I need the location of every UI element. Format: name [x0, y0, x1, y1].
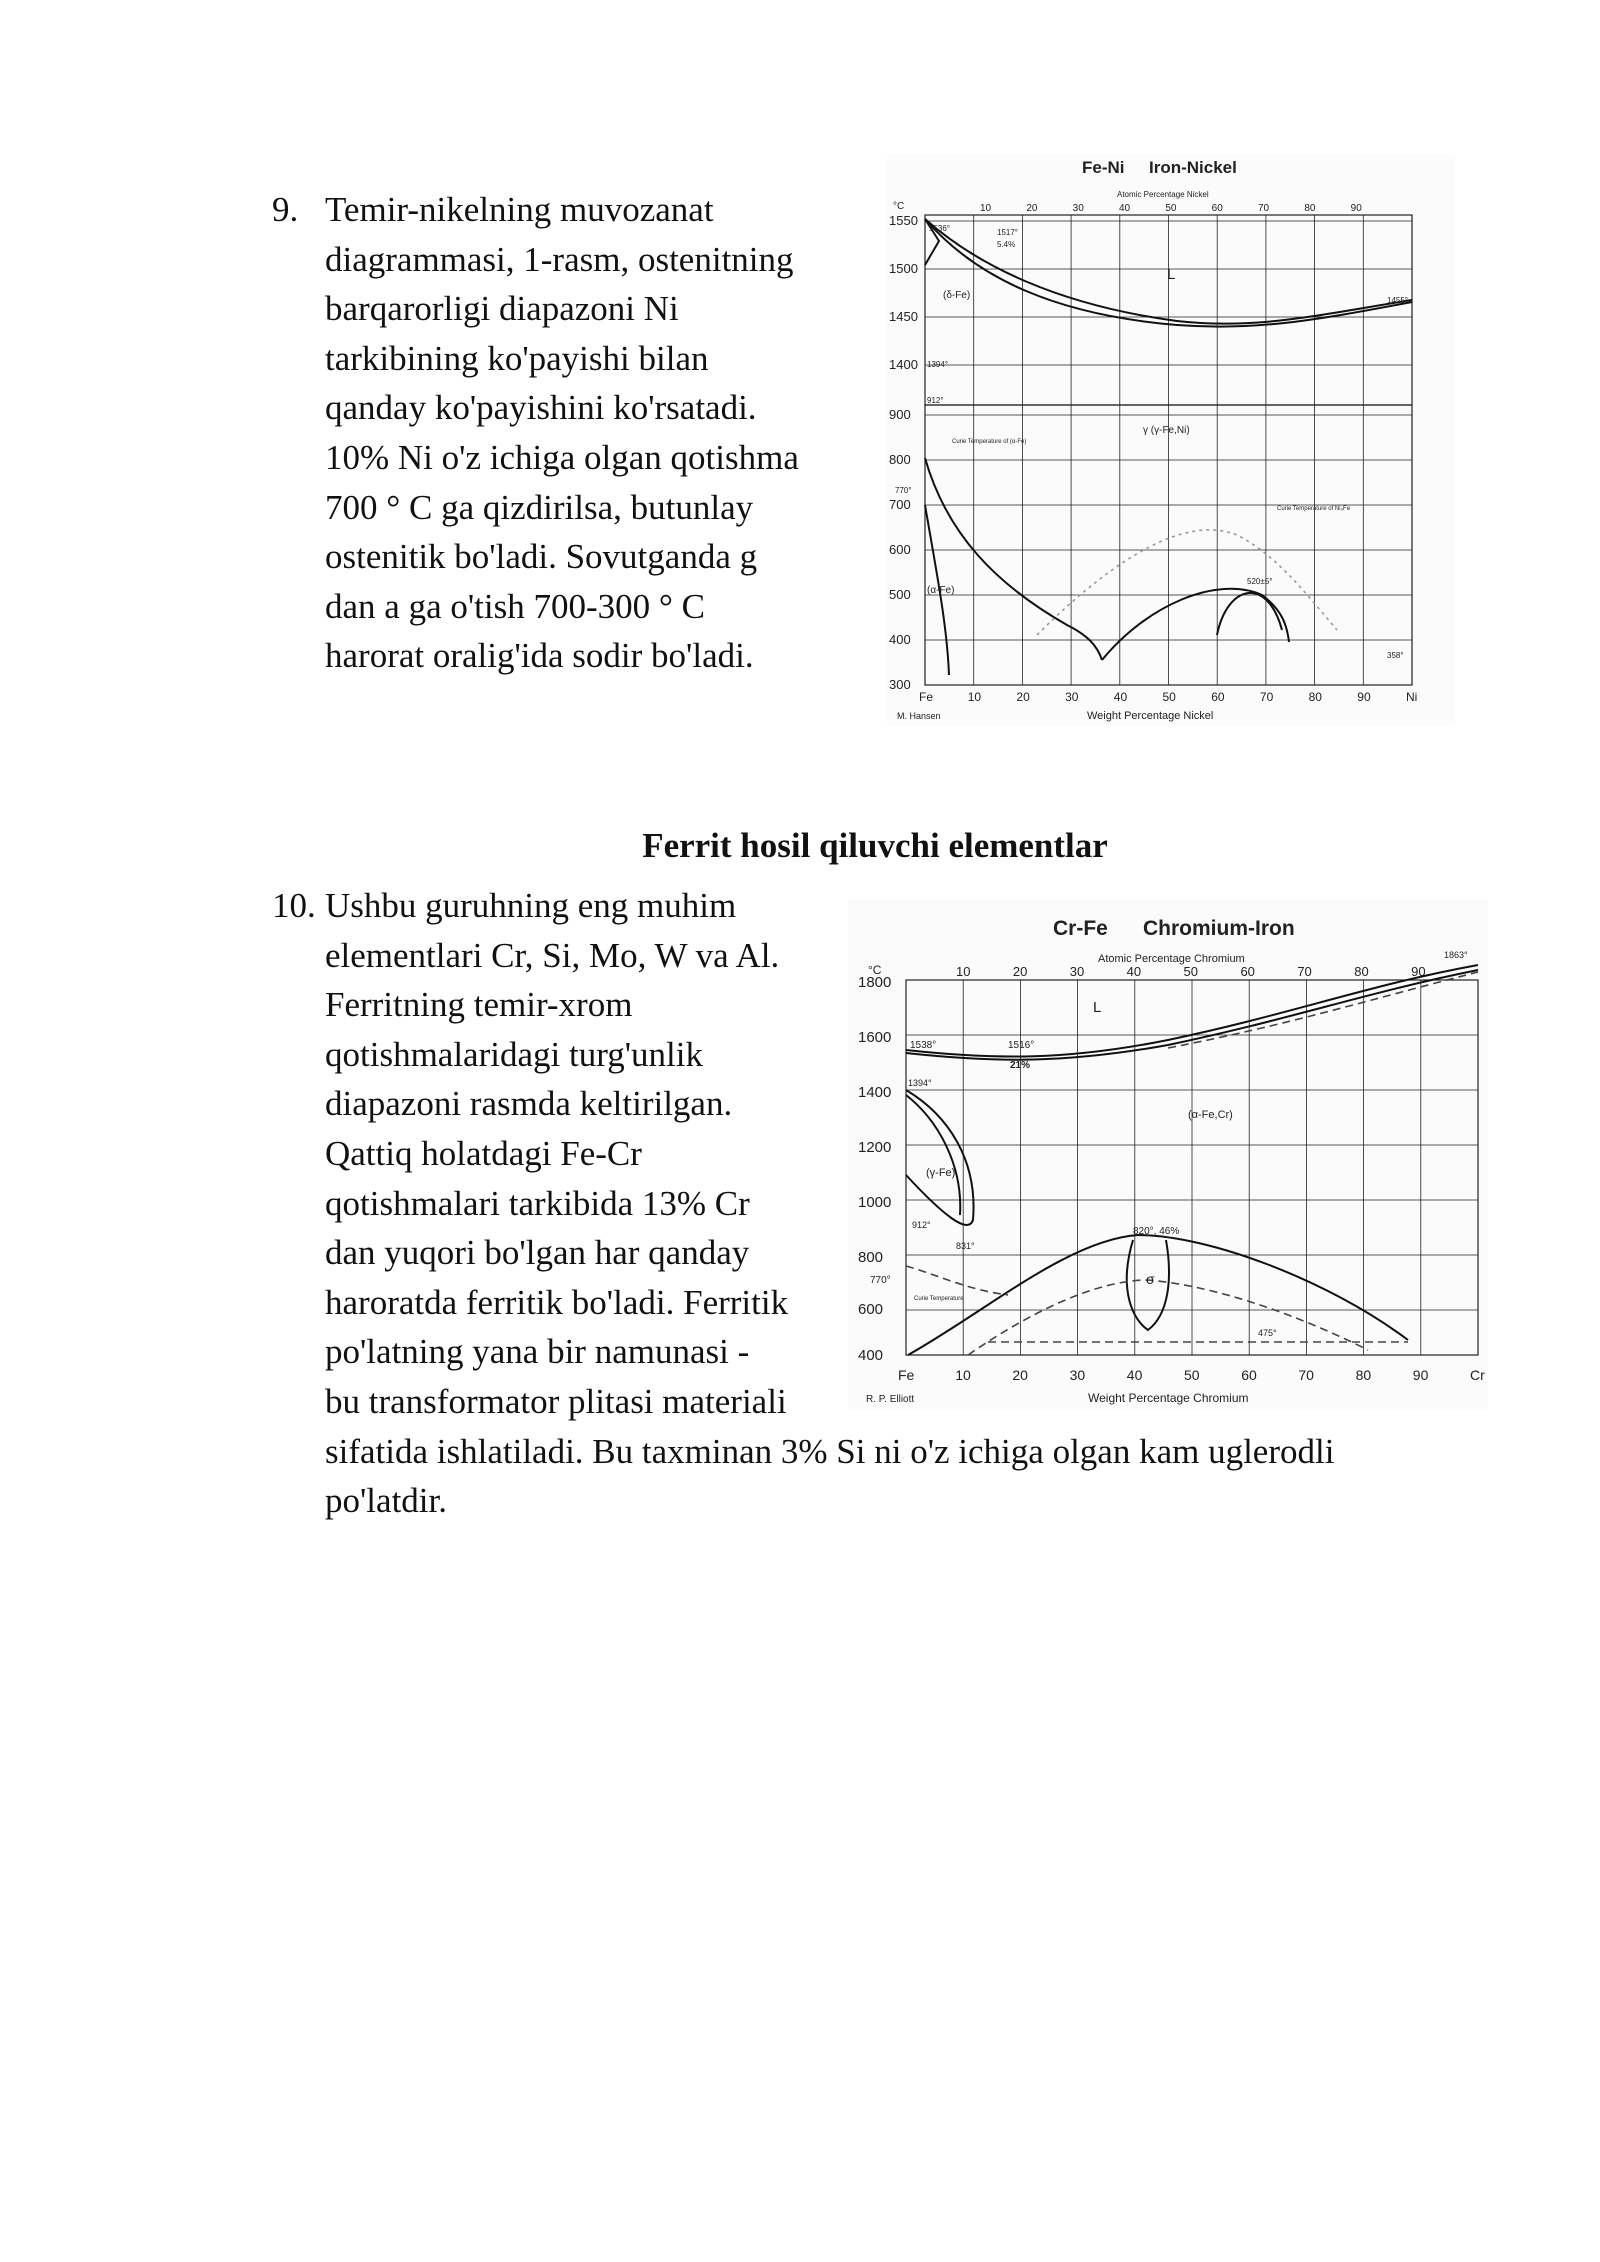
item-10-line: elementlari Cr, Si, Mo, W va Al. — [325, 935, 780, 975]
cr-fe-x-tick: 90 — [1412, 1367, 1429, 1383]
fe-ni-top-tick: 60 — [1211, 203, 1223, 214]
cr-fe-x-tick: 40 — [1126, 1367, 1143, 1383]
fe-ni-label-gamma: γ (γ-Fe,Ni) — [1143, 425, 1190, 436]
fe-ni-x-tick: 10 — [967, 690, 982, 704]
item-10-line: haroratda ferritik bo'ladi. Ferritik — [325, 1282, 789, 1322]
cr-fe-label-912: 912° — [912, 1220, 931, 1230]
item-9-line: 700 ° C ga qizdirilsa, butunlay — [325, 487, 754, 527]
cr-fe-y-tick: 770° — [870, 1275, 891, 1286]
item-10-line: Ushbu guruhning eng muhim — [325, 886, 737, 925]
cr-fe-label-sigma: σ — [1146, 1271, 1155, 1287]
cr-fe-y-tick: 1000 — [858, 1194, 892, 1211]
fe-ni-x-tick: 50 — [1162, 690, 1176, 704]
fe-ni-x-label: Weight Percentage Nickel — [1087, 710, 1214, 722]
fe-ni-top-tick: 70 — [1258, 203, 1270, 214]
cr-fe-label-mag: Curie Temperature — [914, 1296, 964, 1302]
cr-fe-label-1394: 1394° — [908, 1078, 932, 1088]
fe-ni-y-tick: 1500 — [889, 261, 918, 276]
cr-fe-label-1863: 1863° — [1444, 950, 1468, 960]
fe-ni-x-tick: 40 — [1113, 690, 1128, 704]
cr-fe-top-tick: 40 — [1126, 964, 1142, 979]
fe-ni-y-tick: 1400 — [889, 357, 918, 372]
fe-ni-label-1517: 1517° — [997, 228, 1018, 237]
fe-ni-phase-diagram — [887, 155, 1455, 725]
item-9-line: 10% Ni o'z ichiga olgan qotishma — [325, 437, 799, 477]
item-9-line: barqarorligi diapazoni Ni — [325, 289, 679, 329]
item-10-line: qotishmalari tarkibida 13% Cr — [325, 1183, 750, 1223]
fe-ni-x-tick: 70 — [1259, 690, 1274, 704]
fe-ni-y-tick: 500 — [889, 587, 911, 602]
cr-fe-y-tick: 1800 — [858, 974, 892, 991]
fe-ni-y-tick: 300 — [889, 677, 911, 692]
fe-ni-top-tick: 90 — [1350, 203, 1362, 214]
cr-fe-x-tick: Cr — [1470, 1367, 1485, 1383]
fe-ni-y-tick: 900 — [889, 407, 911, 422]
fe-ni-label-1394: 1394° — [927, 360, 948, 369]
fe-ni-y-tick: 1550 — [889, 213, 918, 228]
cr-fe-top-tick: 70 — [1297, 964, 1312, 979]
fe-ni-label-1536: 1536° — [929, 224, 950, 233]
cr-fe-top-tick: 20 — [1012, 964, 1028, 979]
cr-fe-top-axis-label: Atomic Percentage Chromium — [1098, 953, 1245, 965]
fe-ni-label-912: 912° — [927, 396, 944, 405]
fe-ni-label-alpha: (α-Fe) — [927, 585, 955, 596]
cr-fe-solidus-dashed — [1168, 972, 1478, 1048]
cr-fe-x-tick: 60 — [1241, 1367, 1257, 1383]
cr-fe-phase-diagram — [848, 900, 1488, 1410]
fe-ni-label-curie1: Curie Temperature of (α-Fe) — [952, 439, 1027, 445]
cr-fe-curie-line — [906, 1266, 1008, 1295]
cr-fe-y-tick: 1600 — [858, 1029, 892, 1046]
fe-ni-x-tick: 90 — [1357, 690, 1371, 704]
cr-fe-x-tick: 30 — [1069, 1367, 1086, 1383]
fe-ni-gamma-left — [925, 458, 1102, 660]
fe-ni-x-tick: Ni — [1406, 690, 1418, 704]
fe-ni-label-1455: 1455° — [1387, 296, 1408, 305]
cr-fe-top-tick: 30 — [1069, 964, 1085, 979]
fe-ni-title-left: Fe-Ni — [1082, 158, 1125, 177]
cr-fe-label-831: 831° — [956, 1241, 975, 1251]
fe-ni-x-tick: 30 — [1065, 690, 1079, 704]
cr-fe-top-tick: 10 — [956, 964, 971, 979]
cr-fe-y-tick: 1400 — [858, 1084, 892, 1101]
cr-fe-top-tick: 50 — [1183, 964, 1199, 979]
item-10-line: bu transformator plitasi materiali — [325, 1381, 787, 1421]
cr-fe-y-tick: 400 — [858, 1347, 884, 1364]
item-9-line: qanday ko'payishini ko'rsatadi. — [325, 388, 757, 428]
cr-fe-gamma-loop-inner — [906, 1095, 960, 1215]
fe-ni-x-tick: 80 — [1308, 690, 1322, 704]
item-9-line: ostenitik bo'ladi. Sovutganda g — [325, 537, 758, 577]
fe-ni-top-axis-label: Atomic Percentage Nickel — [1117, 190, 1209, 199]
cr-fe-x-tick: 50 — [1184, 1367, 1200, 1383]
fe-ni-unit: °C — [893, 201, 905, 212]
item-10-line: po'latning yana bir namunasi - — [325, 1332, 750, 1372]
cr-fe-title-left: Cr-Fe — [1053, 917, 1108, 940]
cr-fe-sigma-dome — [908, 1235, 1408, 1355]
cr-fe-x-tick: 20 — [1012, 1367, 1028, 1383]
fe-ni-curie-line — [1037, 530, 1337, 635]
item-9-line: tarkibining ko'payishi bilan — [325, 338, 709, 378]
cr-fe-x-label: Weight Percentage Chromium — [1088, 1391, 1249, 1405]
item-9-line: dan a ga o'tish 700-300 ° C — [325, 586, 705, 626]
fe-ni-top-tick: 50 — [1165, 203, 1177, 214]
cr-fe-top-tick: 80 — [1354, 964, 1369, 979]
item-9-number: 9. — [272, 190, 299, 229]
cr-fe-y-tick: 1200 — [858, 1139, 892, 1156]
item-10-number: 10. — [272, 886, 316, 925]
fe-ni-top-tick: 30 — [1072, 203, 1084, 214]
cr-fe-top-tick: 90 — [1411, 964, 1426, 979]
section-heading: Ferrit hosil qiluvchi elementlar — [642, 826, 1108, 865]
fe-ni-title-right: Iron-Nickel — [1149, 158, 1237, 177]
cr-fe-label-alpha: (α-Fe,Cr) — [1188, 1109, 1233, 1121]
item-9-line: diagrammasi, 1-rasm, ostenitning — [325, 239, 794, 279]
fe-ni-label-curie2: Curie Temperature of Ni₃Fe — [1277, 506, 1351, 512]
item-10-line: Qattiq holatdagi Fe-Cr — [325, 1133, 642, 1173]
item-10-line: qotishmalaridagi turg'unlik — [325, 1034, 703, 1074]
fe-ni-x-tick: 60 — [1211, 690, 1225, 704]
fe-ni-x-tick: Fe — [919, 690, 934, 704]
fe-ni-label-pct: 5.4% — [997, 240, 1016, 249]
fe-ni-top-tick: 10 — [980, 203, 992, 214]
cr-fe-label-475: 475° — [1258, 1328, 1277, 1338]
cr-fe-label-1538: 1538° — [910, 1040, 937, 1051]
cr-fe-x-tick: 10 — [955, 1367, 971, 1383]
cr-fe-x-tick: 80 — [1355, 1367, 1372, 1383]
fe-ni-y-tick: 400 — [889, 632, 911, 647]
cr-fe-label-21: 21% — [1010, 1060, 1031, 1071]
cr-fe-label-l: L — [1093, 999, 1102, 1016]
item-10-line: dan yuqori bo'lgan har qanday — [325, 1233, 750, 1273]
cr-fe-y-tick: 600 — [858, 1301, 884, 1318]
item-10-line: diapazoni rasmda keltirilgan. — [325, 1084, 733, 1124]
fe-ni-label-520: 520±5° — [1247, 577, 1273, 586]
cr-fe-source: R. P. Elliott — [866, 1394, 915, 1405]
cr-fe-label-gamma: (γ-Fe) — [926, 1167, 956, 1179]
fe-ni-label-770: 770° — [895, 486, 912, 495]
fe-ni-top-tick: 80 — [1304, 203, 1316, 214]
cr-fe-y-tick: 800 — [858, 1249, 884, 1266]
fe-ni-y-tick: 600 — [889, 542, 911, 557]
cr-fe-label-820: 820°, 46% — [1133, 1226, 1180, 1237]
fe-ni-y-tick: 800 — [889, 452, 911, 467]
item-10-line: sifatida ishlatiladi. Bu taxminan 3% Si ni o'z ichiga olgan kam uglerodli — [325, 1431, 1335, 1471]
fe-ni-top-tick: 20 — [1026, 203, 1038, 214]
cr-fe-unit: °C — [868, 963, 882, 977]
cr-fe-x-tick: 70 — [1298, 1367, 1314, 1383]
fe-ni-ordered-dome — [1102, 589, 1289, 660]
fe-ni-y-tick: 1450 — [889, 309, 918, 324]
fe-ni-ni3fe-dome — [1217, 593, 1282, 635]
cr-fe-title-right: Chromium-Iron — [1143, 917, 1295, 940]
item-10-line: po'latdir. — [325, 1481, 447, 1521]
fe-ni-y-tick: 700 — [889, 497, 911, 512]
item-9-line: Temir-nikelning muvozanat — [325, 190, 714, 229]
cr-fe-x-tick: Fe — [898, 1367, 915, 1383]
item-10-line: Ferritning temir-xrom — [325, 985, 633, 1025]
fe-ni-x-tick: 20 — [1016, 690, 1030, 704]
fe-ni-label-l: L — [1167, 266, 1176, 283]
fe-ni-label-358: 358° — [1387, 651, 1404, 660]
fe-ni-label-delta: (δ-Fe) — [943, 290, 971, 301]
item-9-line: harorat oralig'ida sodir bo'ladi. — [325, 636, 754, 676]
cr-fe-label-1516: 1516° — [1008, 1040, 1035, 1051]
fe-ni-source: M. Hansen — [897, 711, 941, 721]
cr-fe-top-tick: 60 — [1240, 964, 1255, 979]
fe-ni-top-tick: 40 — [1119, 203, 1131, 214]
